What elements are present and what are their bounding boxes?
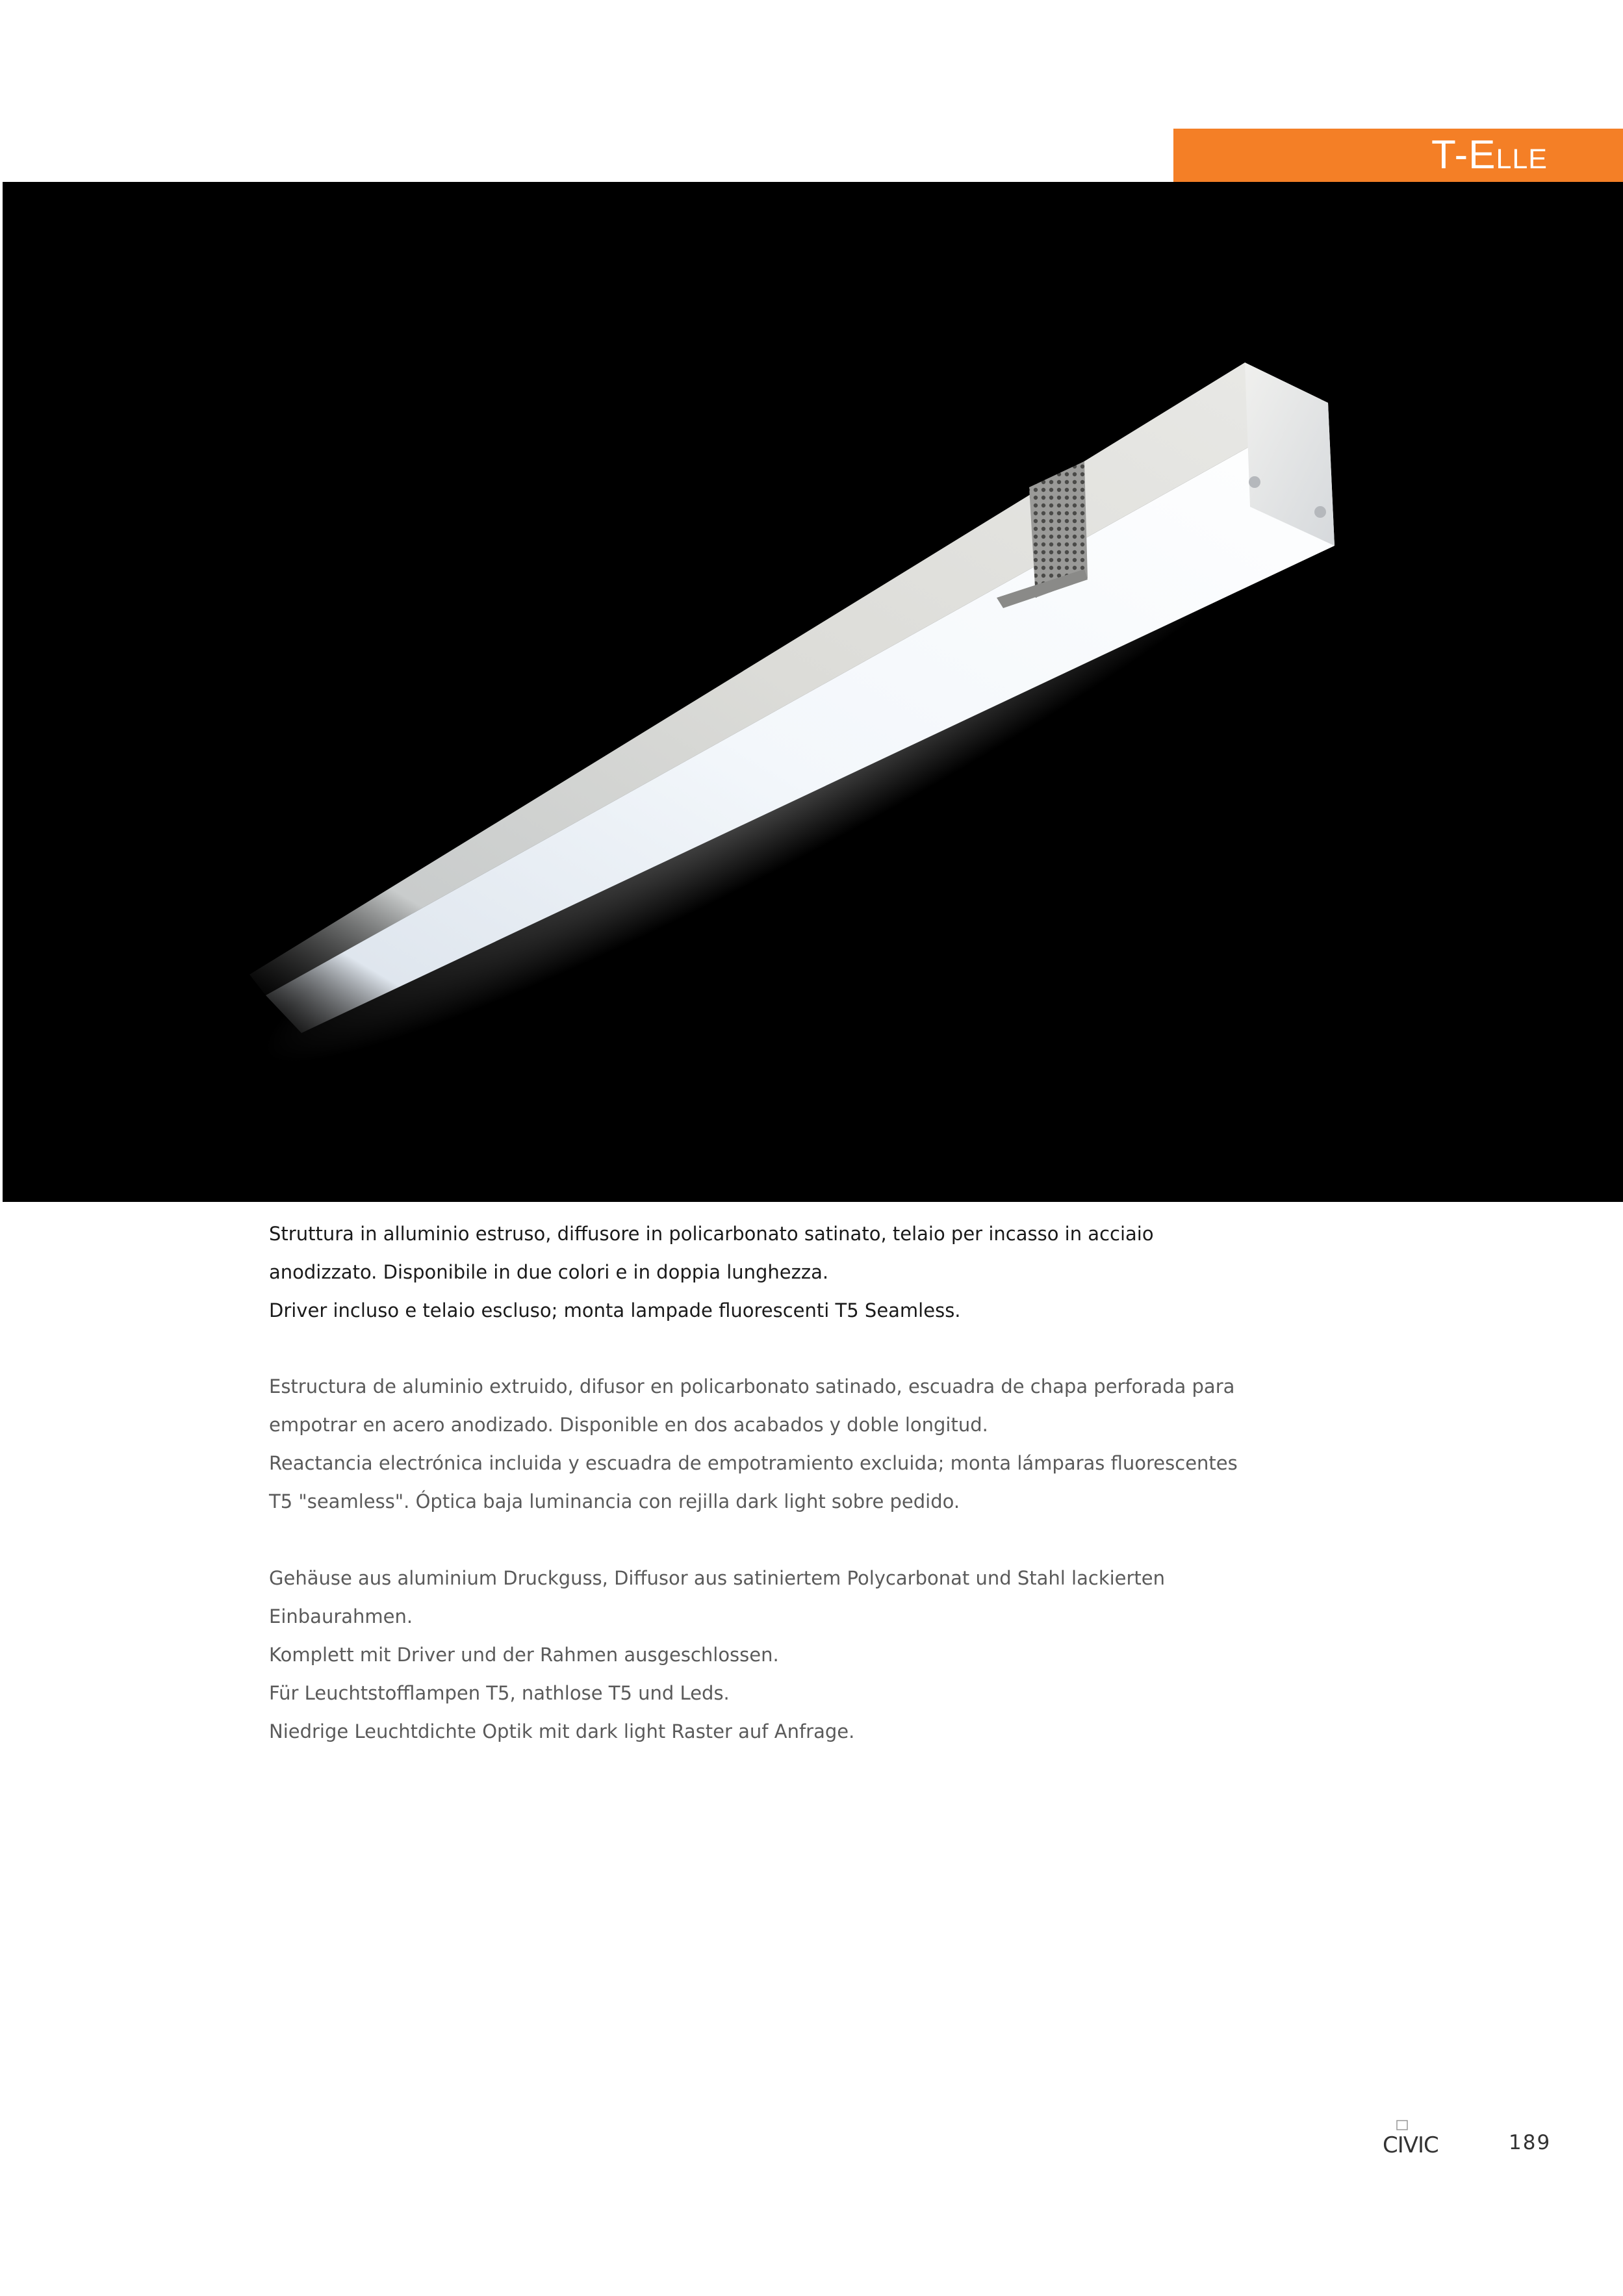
text-line: Struttura in alluminio estruso, diffusore in policarbonato satinato, telaio per incasso in acciaio [269, 1223, 1154, 1245]
description-german [269, 1559, 1257, 1751]
text-line: T5 "seamless". Óptica baja luminancia con rejilla dark light sobre pedido. [269, 1490, 960, 1512]
text-line: Niedrige Leuchtdichte Optik mit dark light Raster auf Anfrage. [269, 1720, 855, 1742]
description-spanish [269, 1368, 1257, 1521]
text-line: Estructura de aluminio extruido, difusor en policarbonato satinado, escuadra de chapa perforada para [269, 1375, 1235, 1397]
title-band [1173, 129, 1623, 182]
text-line: Gehäuse aus aluminium Druckguss, Diffusor aus satiniertem Polycarbonat und Stahl lackierten [269, 1567, 1166, 1589]
screw-icon [1249, 476, 1260, 488]
page-number: 189 [1509, 2131, 1552, 2154]
text-line: Komplett mit Driver und der Rahmen ausgeschlossen. [269, 1644, 779, 1666]
text-line: Für Leuchtstofflampen T5, nathlose T5 und Leds. [269, 1682, 730, 1704]
product-title: T-Elle [1431, 133, 1548, 177]
text-line: Driver incluso e telaio escluso; monta lampade fluorescenti T5 Seamless. [269, 1299, 961, 1321]
screw-icon [1314, 506, 1326, 518]
text-line: Reactancia electrónica incluida y escuadra de empotramiento excluida; monta lámparas fluorescentes [269, 1452, 1238, 1474]
logo-text: CIVIC [1383, 2132, 1438, 2158]
text-line: anodizzato. Disponibile in due colori e in doppia lunghezza. [269, 1261, 829, 1283]
text-line: Einbaurahmen. [269, 1605, 413, 1627]
text-line: empotrar en acero anodizado. Disponible en dos acabados y doble longitud. [269, 1414, 988, 1436]
bar-top-face [249, 363, 1328, 995]
product-photo [3, 182, 1623, 1202]
luminaire-illustration [3, 182, 1623, 1202]
bar-diffuser-face [266, 403, 1335, 1033]
brand-logo [1383, 2119, 1438, 2158]
description-italian [269, 1215, 1257, 1330]
